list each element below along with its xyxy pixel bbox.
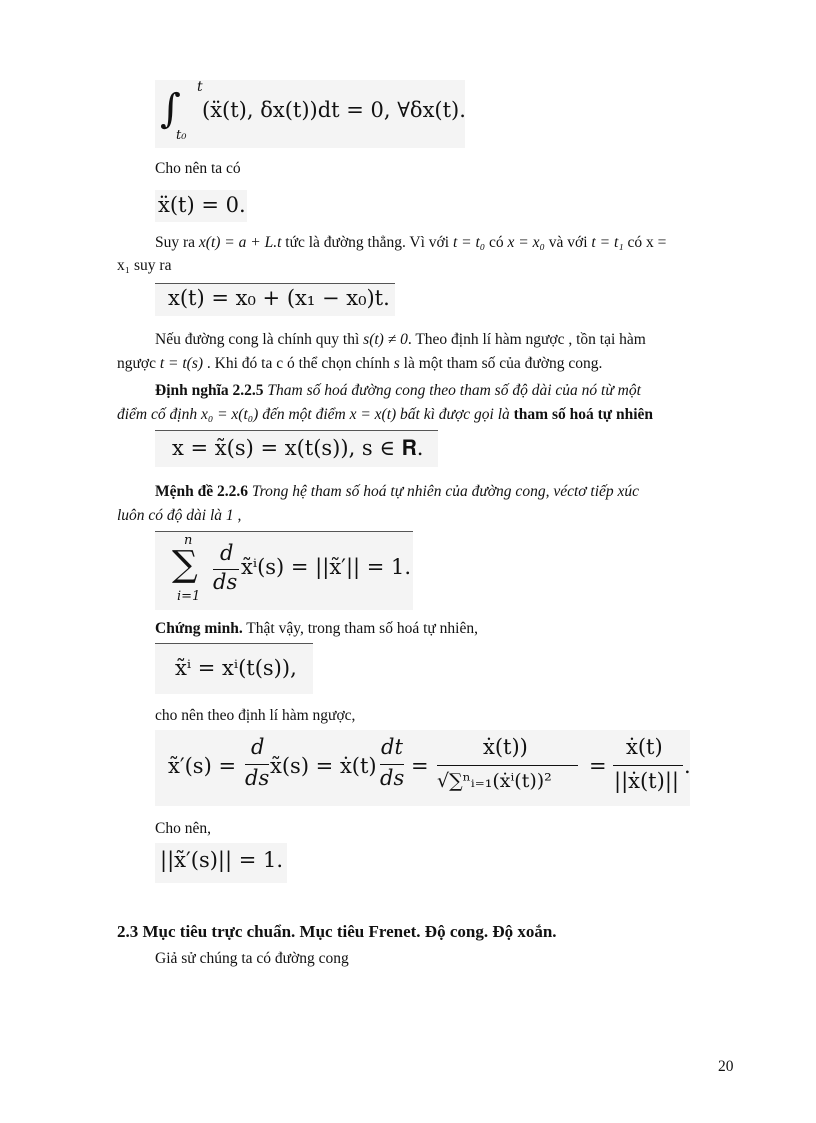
page-number: 20	[718, 1058, 734, 1075]
definition-text: điểm cố định x₀ = x(t₀) đến một điểm x = x(t) bất kì được gọi là	[117, 406, 514, 423]
integral-lower-limit: t₀	[176, 128, 187, 143]
text-fragment: có x =	[623, 234, 667, 251]
eq7-ds: ds	[245, 766, 270, 790]
inline-math: t = t₀	[452, 234, 486, 251]
definition-text: Tham số hoá đường cong theo tham số độ dài của nó từ một	[263, 382, 641, 399]
definition-term: tham số hoá tự nhiên	[513, 406, 653, 423]
inline-math: x(t) = a + L.t	[198, 234, 282, 251]
eq7-den1: √∑ⁿᵢ₌₁(ẋⁱ(t))²	[437, 770, 552, 792]
eq7-mid: x̃(s) = ẋ(t)	[270, 754, 377, 778]
eq7-dt: dt	[381, 735, 403, 759]
equation-natural-parametrization-text: x = x̃(s) = x(t(s)), s ∈ 𝐑.	[172, 436, 424, 460]
eq7-end: .	[684, 754, 691, 778]
sum-upper-limit: n	[184, 533, 193, 548]
text-fragment: . Khi đó ta c ó thể chọn chính	[203, 355, 394, 372]
proof-text: Thật vậy, trong tham số hoá tự nhiên,	[242, 620, 478, 637]
eq7-lhs: x̃′(s) =	[168, 754, 237, 778]
inline-math: t = t₁	[591, 234, 624, 251]
text-fragment: Nếu đường cong là chính quy thì	[155, 331, 364, 348]
inline-math: t = t(s)	[159, 355, 204, 372]
eq7-num1: ẋ(t))	[483, 735, 528, 759]
paragraph-suy-ra-line2: x₁ suy ra	[117, 257, 172, 274]
inline-math: x = x₀	[507, 234, 545, 251]
text-fragment: . Theo định lí hàm ngược , tồn tại hàm	[407, 331, 646, 348]
proposition-2-2-6	[155, 481, 639, 503]
frac-ds: ds	[213, 570, 238, 594]
sum-lower-limit: i=1	[177, 589, 201, 604]
eq7-frac-bar-4	[613, 765, 683, 766]
equation-norm-one-text: ||x̃′(s)|| = 1.	[160, 848, 284, 872]
definition-2-2-5	[155, 380, 641, 402]
eq7-d: d	[251, 735, 265, 759]
equation-straight-line-text: x(t) = x₀ + (x₁ − x₀)t.	[168, 286, 390, 310]
equation-unit-speed-rest: x̃ⁱ(s) = ||x̃′|| = 1.	[241, 555, 412, 579]
inline-math: s(t) ≠ 0	[363, 331, 408, 348]
eq7-frac-bar-3	[437, 765, 578, 766]
paragraph-neu-duong-cong-line2	[117, 353, 602, 375]
definition-2-2-5-line2	[117, 404, 653, 426]
eq7-den2: ||ẋ(t)||	[614, 769, 679, 793]
paragraph-cho-nen: Cho nên,	[155, 820, 211, 837]
text-fragment: ngược	[117, 355, 160, 372]
equation-acceleration-zero-text: ẍ(t) = 0.	[158, 193, 246, 217]
sum-sigma: ∑	[172, 544, 198, 585]
text-fragment: Suy ra	[155, 234, 199, 251]
paragraph-suy-ra	[155, 232, 740, 254]
proposition-text: Trong hệ tham số hoá tự nhiên của đường cong, véctơ tiếp xúc	[248, 483, 640, 500]
text-fragment: và với	[544, 234, 592, 251]
proof	[155, 618, 478, 640]
section-heading-2-3: 2.3 Mục tiêu trực chuẩn. Mục tiêu Frenet. Độ cong. Độ xoắn.	[117, 922, 557, 941]
proposition-2-2-6-line2: luôn có độ dài là 1 ,	[117, 507, 242, 524]
eq7-num2: ẋ(t)	[626, 735, 663, 759]
eq7-equals-1: =	[411, 754, 429, 778]
text-fragment: có	[485, 234, 508, 251]
text-fragment: tức là đường thẳng. Vì với	[281, 234, 453, 251]
eq7-ds2: ds	[380, 766, 405, 790]
frac-d: d	[220, 541, 234, 565]
proposition-label: Mệnh đề 2.2.6	[155, 483, 248, 500]
integral-body: (ẍ(t), δx(t))dt = 0, ∀δx(t).	[202, 98, 466, 122]
paragraph-cho-nen-ta-co: Cho nên ta có	[155, 160, 241, 177]
equation-component-text: x̃ⁱ = xⁱ(t(s)),	[175, 656, 297, 680]
integral-upper-limit: t	[197, 79, 203, 95]
definition-label: Định nghĩa 2.2.5	[155, 382, 264, 399]
proof-label: Chứng minh.	[155, 620, 243, 637]
eq7-frac-bar-2	[380, 764, 404, 765]
eq7-equals-2: =	[589, 754, 607, 778]
paragraph-cho-nen-theo: cho nên theo định lí hàm ngược,	[155, 707, 356, 724]
inline-math: s	[393, 355, 400, 372]
text-fragment: là một tham số của đường cong.	[399, 355, 603, 372]
integral-sign: ∫	[160, 86, 181, 132]
eq7-frac-bar-1	[245, 764, 269, 765]
paragraph-neu-duong-cong	[155, 329, 646, 351]
paragraph-gia-su: Giả sử chúng ta có đường cong	[155, 950, 349, 967]
